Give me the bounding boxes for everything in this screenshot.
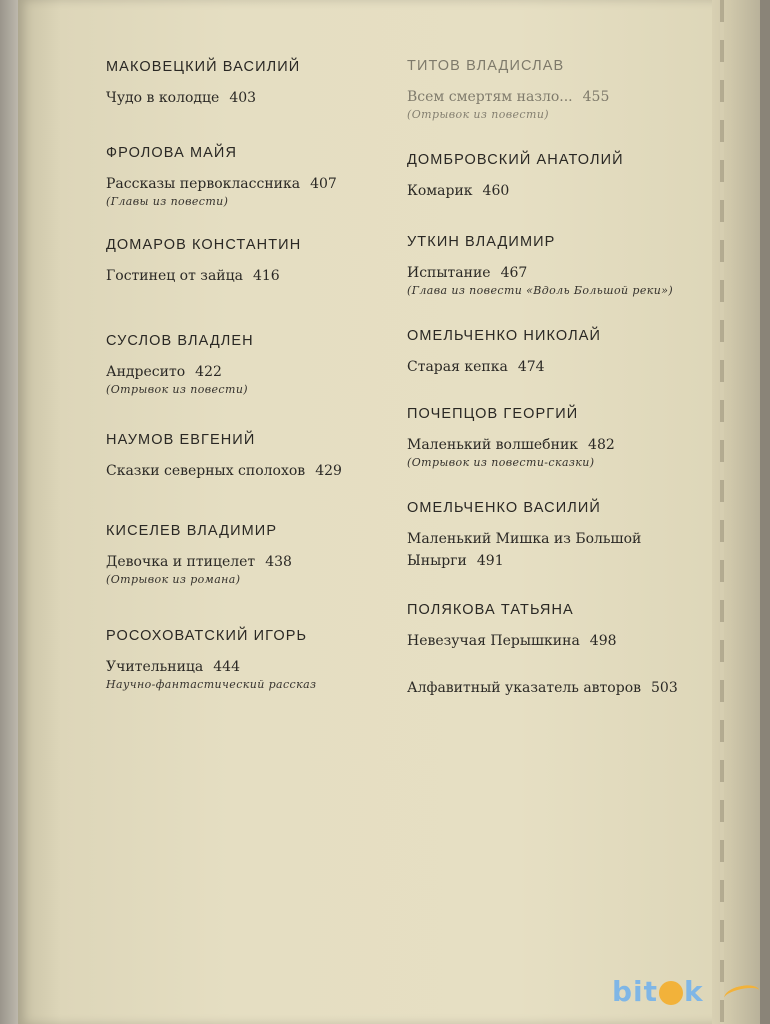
page-number: 429 [315, 463, 342, 479]
work-title: Андресито 422 [106, 364, 222, 380]
page-number: 407 [310, 176, 337, 192]
page-number: 460 [482, 183, 510, 199]
page-number: 482 [588, 437, 615, 453]
work-title: Маленький волшебник 482 [407, 437, 615, 453]
work-note: (Главы из повести) [106, 195, 229, 208]
watermark-logo: bit k [612, 972, 762, 1012]
page-number: 491 [476, 553, 504, 569]
work-title: Невезучая Перышкина 498 [407, 633, 617, 649]
author-name: ОМЕЛЬЧЕНКО ВАСИЛИЙ [407, 500, 601, 516]
page-number: 455 [582, 89, 610, 105]
author-name: ДОМАРОВ КОНСТАНТИН [106, 237, 302, 253]
work-title: Испытание 467 [407, 265, 528, 281]
binding-stitches [720, 0, 724, 1024]
author-name: УТКИН ВЛАДИМИР [407, 234, 556, 250]
work-note: (Глава из повести «Вдоль Большой реки») [407, 284, 674, 297]
page-number: 438 [265, 554, 292, 570]
page-number: 422 [195, 364, 222, 380]
work-note: (Отрывок из повести-сказки) [407, 456, 595, 469]
author-name: ОМЕЛЬЧЕНКО НИКОЛАЙ [407, 328, 602, 344]
contents-entry [407, 233, 737, 298]
author-name: РОСОХОВАТСКИЙ ИГОРЬ [106, 628, 308, 644]
page-number: 474 [517, 359, 545, 375]
logo-o-icon [659, 981, 683, 1005]
work-note: (Отрывок из романа) [106, 573, 241, 586]
page-number: 444 [213, 659, 240, 675]
page-number: 503 [651, 680, 678, 696]
contents-entry [407, 327, 737, 377]
work-title: Всем смертям назло... 455 [407, 89, 610, 105]
author-name: ПОЛЯКОВА ТАТЬЯНА [407, 602, 574, 618]
author-name: КИСЕЛЕВ ВЛАДИМИР [106, 523, 278, 539]
author-name: ТИТОВ ВЛАДИСЛАВ [407, 58, 565, 74]
contents-entry [106, 144, 396, 209]
work-title: Маленький Мишка из Большой [407, 531, 642, 547]
work-title: Сказки северных сполохов 429 [106, 463, 342, 479]
author-name: МАКОВЕЦКИЙ ВАСИЛИЙ [106, 59, 301, 75]
work-note: (Отрывок из повести) [106, 383, 248, 396]
logo-swoosh-icon [723, 982, 762, 1006]
contents-entry [106, 332, 396, 397]
page-number: 403 [229, 90, 257, 106]
work-title: Комарик 460 [407, 183, 510, 199]
author-name: СУСЛОВ ВЛАДЛЕН [106, 333, 254, 349]
contents-entry [407, 405, 737, 470]
work-title: Гостинец от зайца 416 [106, 268, 280, 284]
contents-entry [407, 57, 737, 122]
work-title: Чудо в колодце 403 [106, 90, 257, 106]
page-number: 416 [252, 268, 280, 284]
contents-entry [106, 627, 396, 692]
contents-entry [407, 601, 737, 651]
page-number: 498 [589, 633, 617, 649]
book-page [18, 0, 730, 1024]
author-name: ПОЧЕПЦОВ ГЕОРГИЙ [407, 406, 579, 422]
contents-entry [106, 58, 396, 108]
work-note: Научно-фантастический рассказ [106, 678, 317, 691]
work-title: Рассказы первоклассника 407 [106, 176, 337, 192]
contents-entry-index [407, 678, 737, 698]
author-name: ДОМБРОВСКИЙ АНАТОЛИЙ [407, 152, 624, 168]
work-title: Девочка и птицелет 438 [106, 554, 292, 570]
work-title: Учительница 444 [106, 659, 240, 675]
author-name: ФРОЛОВА МАЙЯ [106, 145, 238, 161]
contents-entry [106, 522, 396, 587]
work-title: Алфавитный указатель авторов 503 [407, 680, 678, 696]
page-number: 467 [500, 265, 528, 281]
author-name: НАУМОВ ЕВГЕНИЙ [106, 432, 256, 448]
contents-entry [407, 151, 737, 201]
work-title-continued: Ынырги 491 [407, 553, 504, 569]
contents-entry [106, 236, 396, 286]
contents-entry [407, 499, 737, 571]
work-title: Старая кепка 474 [407, 359, 545, 375]
work-note: (Отрывок из повести) [407, 108, 549, 121]
contents-entry [106, 431, 396, 481]
